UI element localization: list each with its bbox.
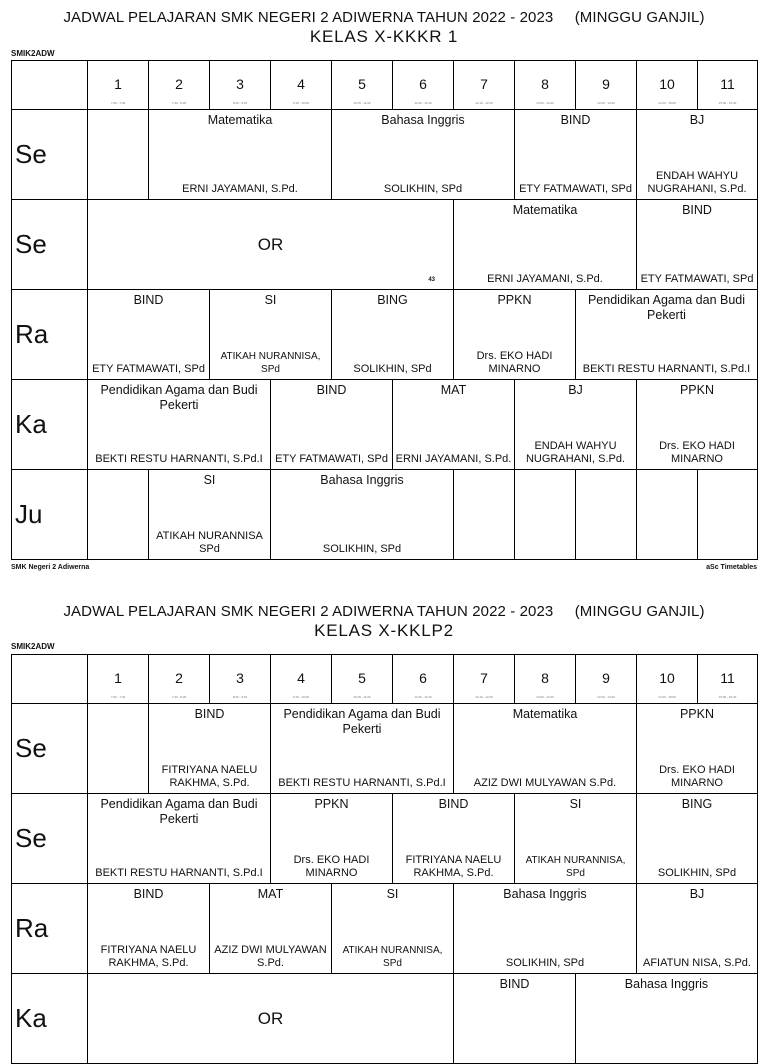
day-row [12,794,758,884]
empty-slot [637,470,698,560]
period-header: 9 13:40 - 14:20 [576,61,637,110]
period-header: 2 7:40 - 8:20 [149,655,210,704]
lesson-cell: Pendidikan Agama dan Budi Pekerti BEKTI RESTU HARNANTI, S.Pd.I [271,704,454,794]
lesson-cell: SI ATIKAH NURANNISA, SPd [210,290,332,380]
schedule1-school-code: SMIK2ADW [11,49,55,58]
period-header: 4 9:15 - 10:00 [271,655,332,704]
lesson-cell: BIND [454,974,576,1064]
period-header: 11 15:00 - 15:40 [698,61,758,110]
day-label: Se [12,794,88,884]
lesson-cell: Bahasa Inggris [576,974,758,1064]
day-row [12,704,758,794]
corner-cell [12,61,88,110]
period-header: 7 11:40 - 12:20 [454,655,515,704]
empty-slot [88,110,149,200]
day-label: Se [12,200,88,290]
empty-slot [576,470,637,560]
lesson-cell: PPKN Drs. EKO HADI MINARNO [637,380,758,470]
day-row [12,110,758,200]
period-header: 3 8:20 - 9:15 [210,61,271,110]
period-header-row [12,61,758,110]
period-header: 1 7:00 - 7:40 [88,61,149,110]
period-header: 8 13:00 - 13:40 [515,655,576,704]
empty-slot [698,470,758,560]
day-row [12,884,758,974]
day-label: Ra [12,290,88,380]
lesson-cell: BIND FITRIYANA NAELU RAKHMA, S.Pd. [88,884,210,974]
lesson-cell: Bahasa Inggris SOLIKHIN, SPd [332,110,515,200]
empty-slot [515,470,576,560]
corner-cell [12,655,88,704]
lesson-cell: PPKN Drs. EKO HADI MINARNO [637,704,758,794]
empty-slot [88,470,149,560]
lesson-cell: BIND ETY FATMAWATI, SPd [637,200,758,290]
schedule2-timetable [11,654,758,1064]
lesson-cell: BING SOLIKHIN, SPd [637,794,758,884]
lesson-cell: SI ATIKAH NURANNISA, SPd [332,884,454,974]
period-header: 3 8:20 - 9:15 [210,655,271,704]
lesson-cell: PPKN Drs. EKO HADI MINARNO [454,290,576,380]
lesson-cell: BIND ETY FATMAWATI, SPd [515,110,637,200]
schedule1-footer-left: SMK Negeri 2 Adiwerna [11,564,90,571]
lesson-cell: Matematika AZIZ DWI MULYAWAN S.Pd. [454,704,637,794]
period-header: 5 10:15 - 11:00 [332,61,393,110]
day-label: Ka [12,380,88,470]
lesson-cell: PPKN Drs. EKO HADI MINARNO [271,794,393,884]
period-header: 11 15:00 - 15:40 [698,655,758,704]
day-row [12,974,758,1064]
lesson-cell: BJ ENDAH WAHYU NUGRAHANI, S.Pd. [637,110,758,200]
period-header-row [12,655,758,704]
schedule1-title: JADWAL PELAJARAN SMK NEGERI 2 ADIWERNA TAHUN 2022 - 2023 (MINGGU GANJIL) [63,9,705,26]
period-header: 9 13:40 - 14:20 [576,655,637,704]
day-label: Se [12,704,88,794]
empty-slot [88,704,149,794]
period-header: 8 13:00 - 13:40 [515,61,576,110]
schedule1-timetable [11,60,758,560]
schedule1-footer-right: aSc Timetables [706,564,757,571]
lesson-cell: BIND ETY FATMAWATI, SPd [271,380,393,470]
schedule2-school-code: SMIK2ADW [11,642,55,651]
lesson-cell: OR 43 [88,200,454,290]
day-row [12,470,758,560]
schedule2-class-name: KELAS X-KKLP2 [314,621,454,640]
lesson-cell: SI ATIKAH NURANNISA, SPd [515,794,637,884]
lesson-cell: Matematika ERNI JAYAMANI, S.Pd. [149,110,332,200]
lesson-cell: Pendidikan Agama dan Budi Pekerti BEKTI RESTU HARNANTI, S.Pd.I [576,290,758,380]
lesson-cell: BJ ENDAH WAHYU NUGRAHANI, S.Pd. [515,380,637,470]
period-header: 2 7:40 - 8:20 [149,61,210,110]
schedule1-class-name: KELAS X-KKKR 1 [309,27,459,46]
lesson-cell: MAT AZIZ DWI MULYAWAN S.Pd. [210,884,332,974]
lesson-cell: Bahasa Inggris SOLIKHIN, SPd [454,884,637,974]
lesson-cell: BIND ETY FATMAWATI, SPd [88,290,210,380]
lesson-cell: BING SOLIKHIN, SPd [332,290,454,380]
lesson-cell: Pendidikan Agama dan Budi Pekerti BEKTI RESTU HARNANTI, S.Pd.I [88,794,271,884]
lesson-cell: BIND FITRIYANA NAELU RAKHMA, S.Pd. [393,794,515,884]
schedule2-title: JADWAL PELAJARAN SMK NEGERI 2 ADIWERNA TAHUN 2022 - 2023 (MINGGU GANJIL) [63,603,705,620]
lesson-cell: Bahasa Inggris SOLIKHIN, SPd [271,470,454,560]
lesson-cell: BIND FITRIYANA NAELU RAKHMA, S.Pd. [149,704,271,794]
period-header: 6 11:00 - 11:40 [393,655,454,704]
period-header: 10 14:20 - 15:00 [637,61,698,110]
period-header: 1 7:00 - 7:40 [88,655,149,704]
lesson-cell: MAT ERNI JAYAMANI, S.Pd. [393,380,515,470]
day-label: Ra [12,884,88,974]
period-header: 4 9:15 - 10:00 [271,61,332,110]
lesson-cell: Pendidikan Agama dan Budi Pekerti BEKTI RESTU HARNANTI, S.Pd.I [88,380,271,470]
period-header: 7 11:40 - 12:20 [454,61,515,110]
day-label: Se [12,110,88,200]
day-row [12,380,758,470]
day-row [12,200,758,290]
period-header: 5 10:15 - 11:00 [332,655,393,704]
empty-slot [454,470,515,560]
day-label: Ka [12,974,88,1064]
lesson-cell: OR [88,974,454,1064]
period-header: 6 11:00 - 11:40 [393,61,454,110]
day-row [12,290,758,380]
day-label: Ju [12,470,88,560]
lesson-cell: BJ AFIATUN NISA, S.Pd. [637,884,758,974]
lesson-cell: Matematika ERNI JAYAMANI, S.Pd. [454,200,637,290]
period-header: 10 14:20 - 15:00 [637,655,698,704]
lesson-cell: SI ATIKAH NURANNISA SPd [149,470,271,560]
